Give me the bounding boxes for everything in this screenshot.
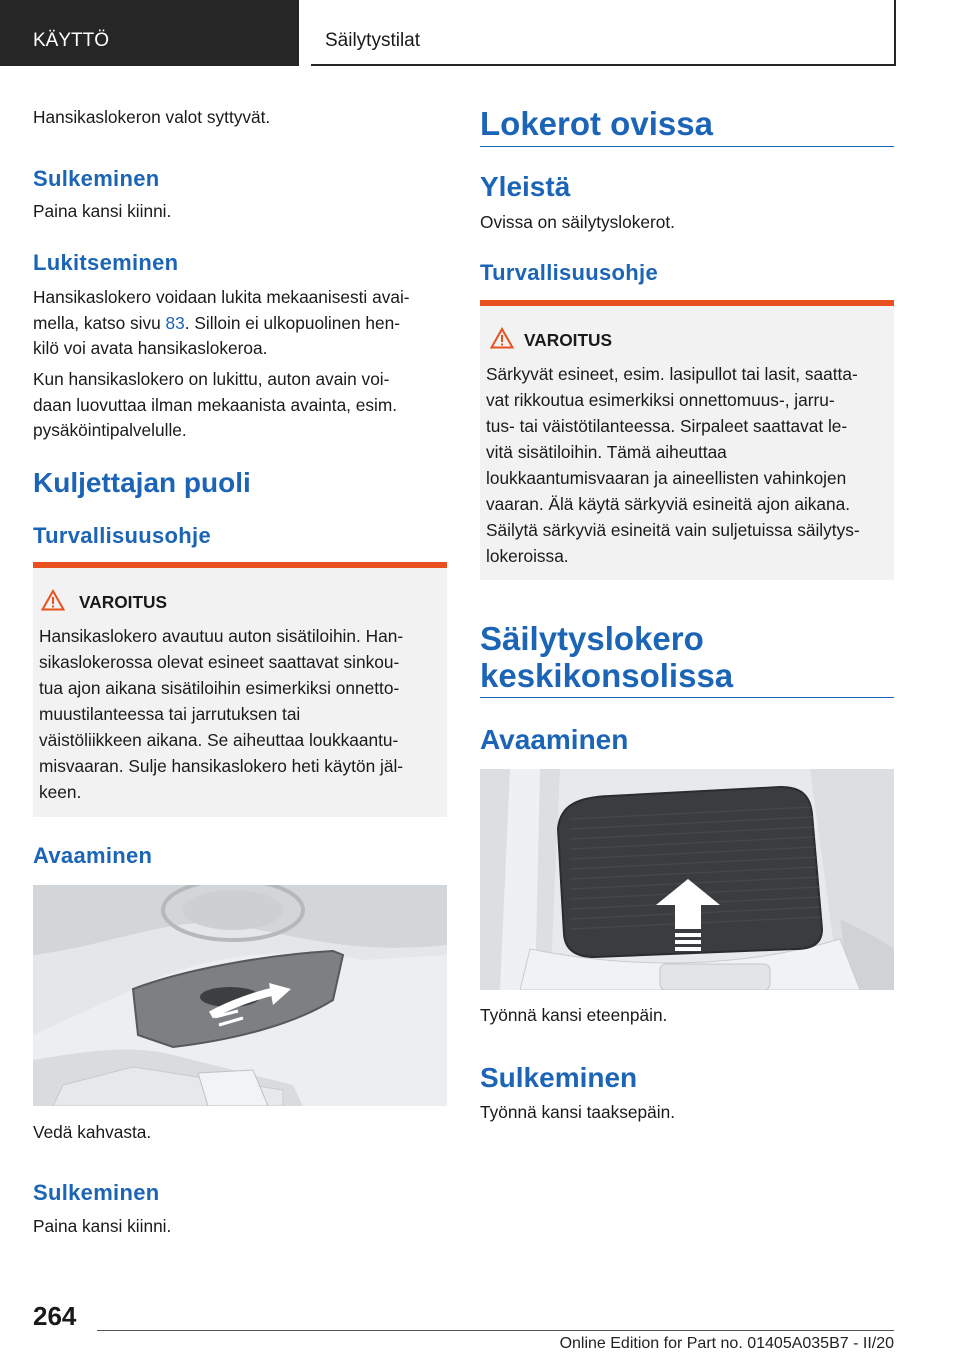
warning-triangle-icon	[490, 327, 514, 349]
warning-bar	[480, 300, 894, 306]
closing-heading-bottom: Sulkeminen	[33, 1180, 160, 1205]
locking-p2-line2: daan luovuttaa ilman mekaanista avainta, esim.	[33, 394, 398, 415]
locking-paragraph-2	[33, 367, 453, 444]
warning-line: tus- tai väistötilanteessa. Sirpaleet saattavat le-	[486, 416, 848, 436]
locking-p1-line2-end: . Silloin ei ulkopuolinen hen-	[184, 312, 400, 333]
warning-box-right	[480, 300, 894, 580]
heading-rule	[480, 146, 894, 147]
console-heading	[480, 620, 733, 694]
locking-paragraph-1	[33, 285, 453, 362]
console-heading-line2: keskikonsolissa	[480, 657, 734, 694]
warning-line: loukkaantumisvaaran ja aineellisten vahinkojen	[486, 468, 847, 488]
heading-rule	[480, 697, 894, 698]
footer-rule	[97, 1330, 894, 1331]
warning-title: VAROITUS	[79, 592, 168, 612]
warning-text	[39, 623, 439, 805]
console-compartment-illustration	[480, 769, 894, 990]
warning-line: vat rikkoutua esimerkiksi onnettomuus-, jarru-	[486, 390, 835, 410]
page-link-83[interactable]: 83	[165, 312, 185, 333]
closing-text-top: Paina kansi kiinni.	[33, 201, 172, 221]
locking-p2-line1: Kun hansikaslokero on lukittu, auton avain voi-	[33, 369, 390, 389]
safety-heading-left: Turvallisuusohje	[33, 523, 211, 548]
warning-text	[486, 361, 886, 569]
header-title: Säilytystilat	[325, 30, 421, 51]
warning-line: lokeroissa.	[486, 546, 569, 566]
opening-heading-right: Avaaminen	[480, 724, 629, 755]
warning-box-left	[33, 562, 447, 817]
driver-side-heading: Kuljettajan puoli	[33, 467, 251, 498]
warning-line: keen.	[39, 782, 82, 802]
footer-edition: Online Edition for Part no. 01405A035B7 - II/20	[559, 1335, 894, 1352]
warning-line: väistöliikkeen aikana. Se aiheuttaa loukkaantu-	[39, 730, 399, 750]
safety-heading-right: Turvallisuusohje	[480, 260, 658, 285]
closing-heading-top: Sulkeminen	[33, 166, 160, 191]
warning-line: muustilanteessa tai jarrutuksen tai	[39, 704, 301, 724]
console-heading-line1: Säilytyslokero	[480, 620, 704, 657]
closing-heading-right: Sulkeminen	[480, 1062, 638, 1093]
doors-main-heading: Lokerot ovissa	[480, 105, 713, 142]
warning-line: Säilytä särkyviä esineitä vain suljetuissa säilytys-	[486, 520, 860, 540]
general-heading: Yleistä	[480, 171, 571, 202]
header-section-tab	[0, 0, 299, 66]
general-text: Ovissa on säilytyslokerot.	[480, 212, 675, 232]
intro-paragraph: Hansikaslokeron valot syttyvät.	[33, 107, 271, 127]
locking-p1-line1: Hansikaslokero voidaan lukita mekaanisesti avai-	[33, 287, 410, 307]
opening-caption-left: Vedä kahvasta.	[33, 1122, 152, 1142]
locking-p2-line3: pysäköintipalvelulle.	[33, 420, 187, 440]
glovebox-illustration	[33, 885, 447, 1106]
warning-line: vitä sisätiloihin. Tämä aiheuttaa	[486, 442, 727, 462]
warning-bar	[33, 562, 447, 568]
locking-p1-line2-start: mella, katso sivu	[33, 312, 166, 333]
warning-triangle-icon	[41, 589, 65, 611]
warning-line: tua ajon aikana sisätiloihin esimerkiksi onnetto-	[39, 678, 400, 698]
closing-text-bottom: Paina kansi kiinni.	[33, 1216, 172, 1236]
warning-title: VAROITUS	[524, 330, 613, 350]
warning-line: sikaslokerossa olevat esineet saattavat sinkou-	[39, 652, 400, 672]
opening-caption-right: Työnnä kansi eteenpäin.	[480, 1005, 668, 1025]
page-number: 264	[33, 1301, 77, 1331]
warning-line: Särkyvät esineet, esim. lasipullot tai lasit, saatta-	[486, 364, 858, 384]
header-title-tab	[311, 0, 896, 66]
warning-line: vaaran. Älä käytä särkyviä esineitä ajon aikana.	[486, 494, 851, 514]
opening-heading-left: Avaaminen	[33, 843, 153, 868]
header-section-label: KÄYTTÖ	[33, 30, 110, 51]
locking-p1-line2	[33, 311, 453, 337]
locking-p1-line3: kilö voi avata hansikaslokeroa.	[33, 338, 268, 358]
warning-line: Hansikaslokero avautuu auton sisätiloihin. Han-	[39, 626, 404, 646]
locking-heading: Lukitseminen	[33, 250, 179, 275]
warning-line: misvaaran. Sulje hansikaslokero heti käytön jäl-	[39, 756, 404, 776]
closing-text-right: Työnnä kansi taaksepäin.	[480, 1102, 676, 1122]
